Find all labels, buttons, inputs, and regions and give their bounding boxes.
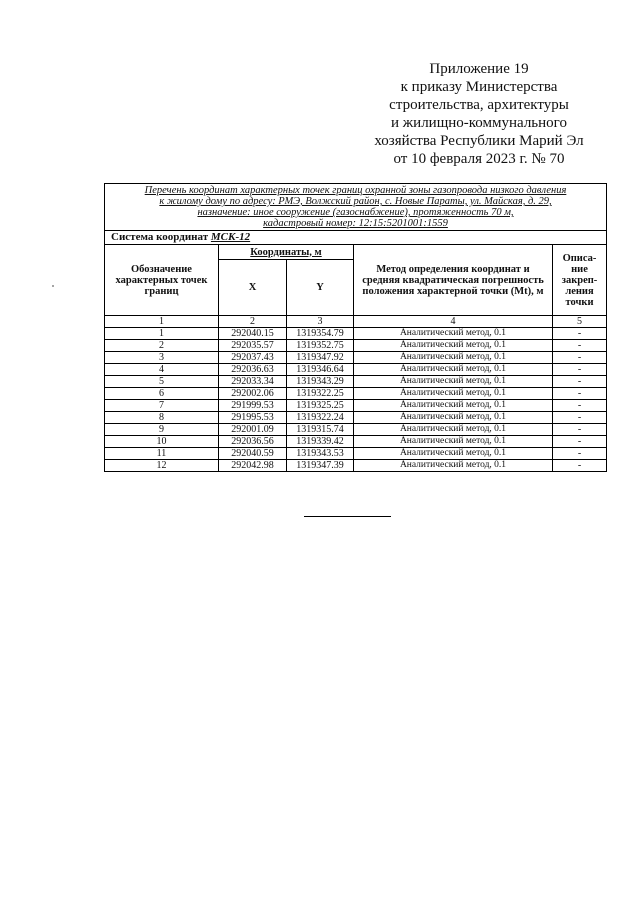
table-row <box>105 328 607 340</box>
header-description: Описа-ние закреп-ления точки <box>553 245 607 316</box>
table-row <box>105 412 607 424</box>
cell-y: 1319354.79 <box>287 328 354 340</box>
cell-x: 292036.63 <box>219 364 287 376</box>
cell-x: 292001.09 <box>219 424 287 436</box>
cell-method: Аналитический метод, 0.1 <box>354 364 553 376</box>
cell-description: - <box>553 364 607 376</box>
table-row <box>105 448 607 460</box>
header-x: X <box>219 260 287 316</box>
column-number: 5 <box>553 316 607 328</box>
cell-x: 291999.53 <box>219 400 287 412</box>
header-point: Обозначение характерных точек границ <box>105 245 219 316</box>
cell-point: 2 <box>105 340 219 352</box>
cell-y: 1319322.25 <box>287 388 354 400</box>
cell-y: 1319325.25 <box>287 400 354 412</box>
cell-description: - <box>553 448 607 460</box>
cell-point: 5 <box>105 376 219 388</box>
cell-description: - <box>553 340 607 352</box>
cell-y: 1319347.92 <box>287 352 354 364</box>
table-row <box>105 460 607 472</box>
column-number: 1 <box>105 316 219 328</box>
cell-point: 12 <box>105 460 219 472</box>
cell-method: Аналитический метод, 0.1 <box>354 388 553 400</box>
scan-speck <box>52 285 54 287</box>
cell-point: 1 <box>105 328 219 340</box>
cell-method: Аналитический метод, 0.1 <box>354 328 553 340</box>
column-number: 2 <box>219 316 287 328</box>
coordinate-system-value: МСК-12 <box>210 231 251 243</box>
cell-description: - <box>553 460 607 472</box>
cell-description: - <box>553 400 607 412</box>
cell-y: 1319343.29 <box>287 376 354 388</box>
header-line: от 10 февраля 2023 г. № 70 <box>393 151 565 167</box>
cell-point: 6 <box>105 388 219 400</box>
cell-description: - <box>553 328 607 340</box>
header-line: хозяйства Республики Марий Эл <box>374 133 584 149</box>
column-number: 3 <box>287 316 354 328</box>
cell-x: 292042.98 <box>219 460 287 472</box>
table-title-line: кадастровый номер: 12:15:5201001:1559 <box>263 218 448 229</box>
table-row <box>105 400 607 412</box>
appendix-header <box>340 60 618 168</box>
header-y: Y <box>287 260 354 316</box>
header-line: Приложение 19 <box>429 61 529 77</box>
column-number-row <box>105 316 607 328</box>
cell-method: Аналитический метод, 0.1 <box>354 448 553 460</box>
closing-line <box>304 516 391 517</box>
header-line: строительства, архитектуры <box>389 97 569 113</box>
table-row <box>105 340 607 352</box>
cell-point: 7 <box>105 400 219 412</box>
table-row <box>105 376 607 388</box>
cell-description: - <box>553 352 607 364</box>
cell-description: - <box>553 388 607 400</box>
cell-x: 292036.56 <box>219 436 287 448</box>
header-coordinates: Координаты, м <box>219 245 354 260</box>
cell-point: 4 <box>105 364 219 376</box>
table-title-line: к жилому дому по адресу: РМЭ, Волжский район, с. Новые Параты, ул. Майская, д. 29, <box>159 196 552 207</box>
coordinates-table <box>104 183 607 472</box>
cell-description: - <box>553 412 607 424</box>
cell-y: 1319315.74 <box>287 424 354 436</box>
table-title <box>105 184 607 231</box>
cell-x: 292002.06 <box>219 388 287 400</box>
table-row <box>105 352 607 364</box>
cell-method: Аналитический метод, 0.1 <box>354 352 553 364</box>
header-line: и жилищно-коммунального <box>391 115 567 131</box>
cell-x: 292040.15 <box>219 328 287 340</box>
cell-method: Аналитический метод, 0.1 <box>354 460 553 472</box>
cell-point: 3 <box>105 352 219 364</box>
cell-x: 292033.34 <box>219 376 287 388</box>
cell-method: Аналитический метод, 0.1 <box>354 424 553 436</box>
table-title-line: назначение: иное сооружение (газоснабжение), протяженность 70 м, <box>197 207 514 218</box>
cell-method: Аналитический метод, 0.1 <box>354 436 553 448</box>
table-title-line: Перечень координат характерных точек границ охранной зоны газопровода низкого давления <box>144 185 567 196</box>
cell-x: 291995.53 <box>219 412 287 424</box>
table-row <box>105 424 607 436</box>
cell-y: 1319346.64 <box>287 364 354 376</box>
cell-method: Аналитический метод, 0.1 <box>354 400 553 412</box>
cell-x: 292035.57 <box>219 340 287 352</box>
table-row <box>105 436 607 448</box>
cell-description: - <box>553 436 607 448</box>
cell-y: 1319322.24 <box>287 412 354 424</box>
cell-point: 8 <box>105 412 219 424</box>
cell-method: Аналитический метод, 0.1 <box>354 340 553 352</box>
cell-method: Аналитический метод, 0.1 <box>354 376 553 388</box>
coordinate-system <box>105 231 607 245</box>
cell-y: 1319339.42 <box>287 436 354 448</box>
cell-y: 1319343.53 <box>287 448 354 460</box>
cell-y: 1319352.75 <box>287 340 354 352</box>
table-row <box>105 364 607 376</box>
cell-y: 1319347.39 <box>287 460 354 472</box>
header-method: Метод определения координат и средняя квадратическая погрешность положения характерной точки (Mt), м <box>354 245 553 316</box>
column-number: 4 <box>354 316 553 328</box>
cell-point: 9 <box>105 424 219 436</box>
cell-method: Аналитический метод, 0.1 <box>354 412 553 424</box>
coordinate-system-label: Система координат <box>111 231 211 243</box>
cell-description: - <box>553 376 607 388</box>
table-row <box>105 388 607 400</box>
cell-x: 292037.43 <box>219 352 287 364</box>
cell-description: - <box>553 424 607 436</box>
cell-point: 11 <box>105 448 219 460</box>
cell-point: 10 <box>105 436 219 448</box>
cell-x: 292040.59 <box>219 448 287 460</box>
header-line: к приказу Министерства <box>400 79 558 95</box>
